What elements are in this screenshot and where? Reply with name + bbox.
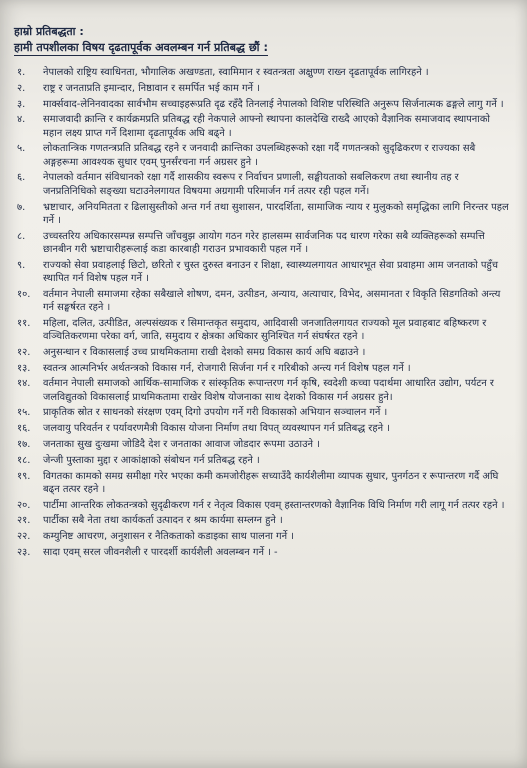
commitment-text: प्राकृतिक स्रोत र साधनको संरक्षण एवम् दिगो उपयोग गर्ने गरी विकासको अभियान सञ्चालन गर्ने ।	[43, 407, 388, 419]
commitment-number: १४.	[17, 378, 31, 390]
commitment-item	[17, 438, 509, 451]
commitment-number: ७.	[17, 201, 26, 213]
commitment-number: १३.	[17, 362, 31, 374]
commitment-item	[17, 530, 509, 543]
commitment-number: २३.	[17, 547, 31, 559]
commitment-item	[17, 406, 509, 419]
commitment-text: महिला, दलित, उत्पीडित, अल्पसंख्यक र सिमान्तकृत समुदाय, आदिवासी जनजातिलगायत राज्यको मूल प्रवाहबाट बहिष्करण र वञ्चितिकरणमा परेका वर्ग, जाति, समुदाय र क्षेत्रका अधिकार सुनिश्चित गर्न संघर्षरत रहने ।	[43, 317, 487, 342]
commitment-number: २१.	[17, 515, 31, 527]
commitment-item	[17, 377, 509, 404]
commitment-text: पार्टीका सबै नेता तथा कार्यकर्ता उत्पादन र श्रम कार्यमा सम्लग्न हुने ।	[43, 515, 283, 527]
commitment-text: उच्चस्तरिय अधिकारसम्पन्न सम्पत्ति जाँचबुझ आयोग गठन गरेर हालसम्म सार्वजनिक पद धारण गरेका सबै व्यक्तिहरूको सम्पत्ति छानबीन गरी भ्रष्टाचारीहरूलाई कडा कारबाही गराउन प्रभावकारी पहल गर्ने ।	[43, 230, 485, 255]
commitment-number: १०.	[17, 288, 31, 300]
commitment-number: १८.	[17, 454, 31, 466]
commitment-number: २.	[17, 82, 26, 94]
commitment-item	[17, 201, 509, 228]
commitment-number: १७.	[17, 439, 31, 450]
commitment-number: ११.	[17, 317, 31, 329]
commitment-item	[17, 230, 509, 257]
commitment-text: कम्युनिष्ट आचरण, अनुशासन र नैतिकताको कडाइका साथ पालना गर्ने ।	[43, 531, 294, 543]
commitment-item	[17, 98, 509, 111]
commitment-text: मार्क्सवाद-लेनिनवादका सार्वभौम सच्चाइहरूप्रति दृढ रहँदै तिनलाई नेपालको विशिष्ट परिस्थिति अनुरूप सिर्जनात्मक ढङ्गले लागु गर्ने ।	[43, 98, 504, 110]
commitment-text: जलवायु परिवर्तन र पर्यावरणमैत्री विकास योजना निर्माण तथा विपत् व्यवस्थापन गर्न प्रतिबद्ध रहने ।	[43, 423, 390, 435]
commitment-text: समाजवादी क्रान्ति र कार्यक्रमप्रति प्रतिबद्ध रही नेकपाले आफ्नो स्थापना कालदेखि राख्दै आएको वैज्ञानिक समाजवाद स्थापनाको महान लक्ष्य प्राप्त गर्ने दिशामा दृढतापूर्वक अघि बढ्ने ।	[43, 114, 490, 139]
commitment-item	[17, 66, 509, 79]
commitment-item	[17, 82, 509, 95]
commitment-list	[17, 66, 509, 562]
commitment-item	[17, 422, 509, 435]
commitment-item	[17, 514, 509, 527]
commitment-number: १.	[17, 67, 26, 78]
commitment-item	[17, 362, 509, 375]
commitment-number: ४.	[17, 114, 26, 126]
commitment-text: भ्रष्टाचार, अनियमितता र ढिलासुस्तीको अन्त गर्न तथा सुशासन, पारदर्शिता, सामाजिक न्याय र मुलुकको समृद्धिका लागि निरन्तर पहल गर्ने ।	[43, 201, 509, 226]
document-subheading: हामी तपशीलका विषय दृढतापूर्वक अवलम्बन गर्न प्रतिबद्ध छौं :	[14, 41, 268, 54]
commitment-number: २०.	[17, 499, 31, 511]
commitment-number: १५.	[17, 407, 31, 419]
commitment-item	[17, 288, 509, 315]
commitment-item	[17, 142, 509, 169]
commitment-item	[17, 346, 509, 359]
commitment-number: १९.	[17, 470, 31, 482]
commitment-text: नेपालको राष्ट्रिय स्वाधिनता, भौगालिक अखण्डता, स्वामिमान र स्वतन्त्रता अक्षुण्ण राख्न दृढतापूर्वक लागिरहने ।	[43, 67, 429, 78]
document-heading: हाम्रो प्रतिबद्धता :	[14, 25, 84, 38]
commitment-number: १२.	[17, 346, 31, 358]
commitment-text: वर्तमान नेपाली समाजको आर्थिक-सामाजिक र सांस्कृतिक रूपान्तरण गर्न कृषि, स्वदेशी कच्चा पदार्थमा आधारित उद्योग, पर्यटन र जलविद्युतको विकासलाई प्राथमिकतामा राखेर विशेष योजनाका साथ देशको विकास गर्न अग्रसर हुने।	[43, 378, 494, 403]
commitment-item	[17, 454, 509, 467]
commitment-item	[17, 317, 509, 344]
commitment-number: २२.	[17, 531, 31, 543]
commitment-text: लोकतान्त्रिक गणतन्त्रप्रति प्रतिबद्ध रहने र जनवादी क्रान्तिका उपलब्धिहरूको रक्षा गर्दै गणतन्त्रको सुदृढिकरण र राज्यका सबै अङ्गहरूमा आवश्यक सुधार एवम् पुनर्संरचना गर्न अग्रसर हुने ।	[43, 143, 476, 168]
commitment-text: राष्ट्र र जनताप्रति इमान्दार, निष्ठावान र समर्पित भई काम गर्ने ।	[43, 82, 260, 94]
commitment-number: ५.	[17, 143, 26, 155]
commitment-number: ८.	[17, 230, 26, 242]
commitment-number: ९.	[17, 259, 26, 271]
commitment-text: अनुसन्धान र विकासलाई उच्च प्राथमिकतामा राखी देशको समग्र विकास कार्य अघि बढाउने ।	[43, 346, 366, 358]
commitment-item	[17, 113, 509, 140]
commitment-item	[17, 546, 509, 559]
commitment-item	[17, 171, 509, 198]
commitment-text: सादा एवम् सरल जीवनशैली र पारदर्शी कार्यशैली अवलम्बन गर्ने । -	[43, 547, 278, 559]
commitment-text: पार्टीमा आन्तरिक लोकतन्त्रको सुदृढीकरण गर्न र नेतृत्व विकास एवम् हस्तान्तरणको वैज्ञानिक विधि निर्माण गरी लागू गर्न तत्पर रहने ।	[43, 499, 505, 511]
commitment-number: ३.	[17, 98, 26, 110]
commitment-text: स्वतन्त्र आत्मनिर्भर अर्थतन्त्रको विकास गर्न, रोजगारी सिर्जना गर्न र गरिबीको अन्त्य गर्न विशेष पहल गर्ने ।	[43, 362, 411, 374]
commitment-text: नेपालको वर्तमान संविधानको रक्षा गर्दै शासकीय स्वरूप र निर्वाचन प्रणाली, सङ्घीयताको सबलिकरण तथा स्थानीय तह र जनप्रतिनिधिको सङ्ख्या घटाउनेलगायत विषयमा अग्रगामी परिमार्जन गर्न तत्पर रही पहल गर्ने।	[43, 172, 459, 197]
commitment-item	[17, 259, 509, 286]
commitment-text: राज्यको सेवा प्रवाहलाई छिटो, छरितो र चुस्त दुरुस्त बनाउन र शिक्षा, स्वास्थ्यलगायत आधारभूत सेवा प्रवाहमा आम जनताको पहुँच स्थापित गर्न विशेष पहल गर्ने ।	[43, 259, 499, 284]
commitment-number: १६.	[17, 423, 31, 435]
commitment-number: ६.	[17, 172, 26, 184]
commitment-item	[17, 499, 509, 512]
commitment-text: जनताका सुख दुःखमा जोडिदै देश र जनताका आवाज जोडदार रूपमा उठाउने ।	[43, 439, 320, 450]
commitment-text: वर्तमान नेपाली समाजमा रहेका सबैखाले शोषण, दमन, उत्पीडन, अन्याय, अत्याचार, विभेद, असमानता र विकृति सिडगतिको अन्त्य गर्न सङ्घर्षरत रहने ।	[43, 288, 501, 313]
commitment-text: जेन्जी पुस्ताका मुद्दा र आकांक्षाको संबोधन गर्न प्रतिबद्ध रहने ।	[43, 454, 260, 466]
commitment-item	[17, 470, 509, 497]
commitment-text: विगतका कामको समग्र समीक्षा गरेर भएका कमी कमजोरीहरू सच्याउँदै कार्यशैलीमा व्यापक सुधार, पुनर्गठन र रूपान्तरण गर्दै अघि बढ्न तत्पर रहने ।	[43, 470, 499, 495]
